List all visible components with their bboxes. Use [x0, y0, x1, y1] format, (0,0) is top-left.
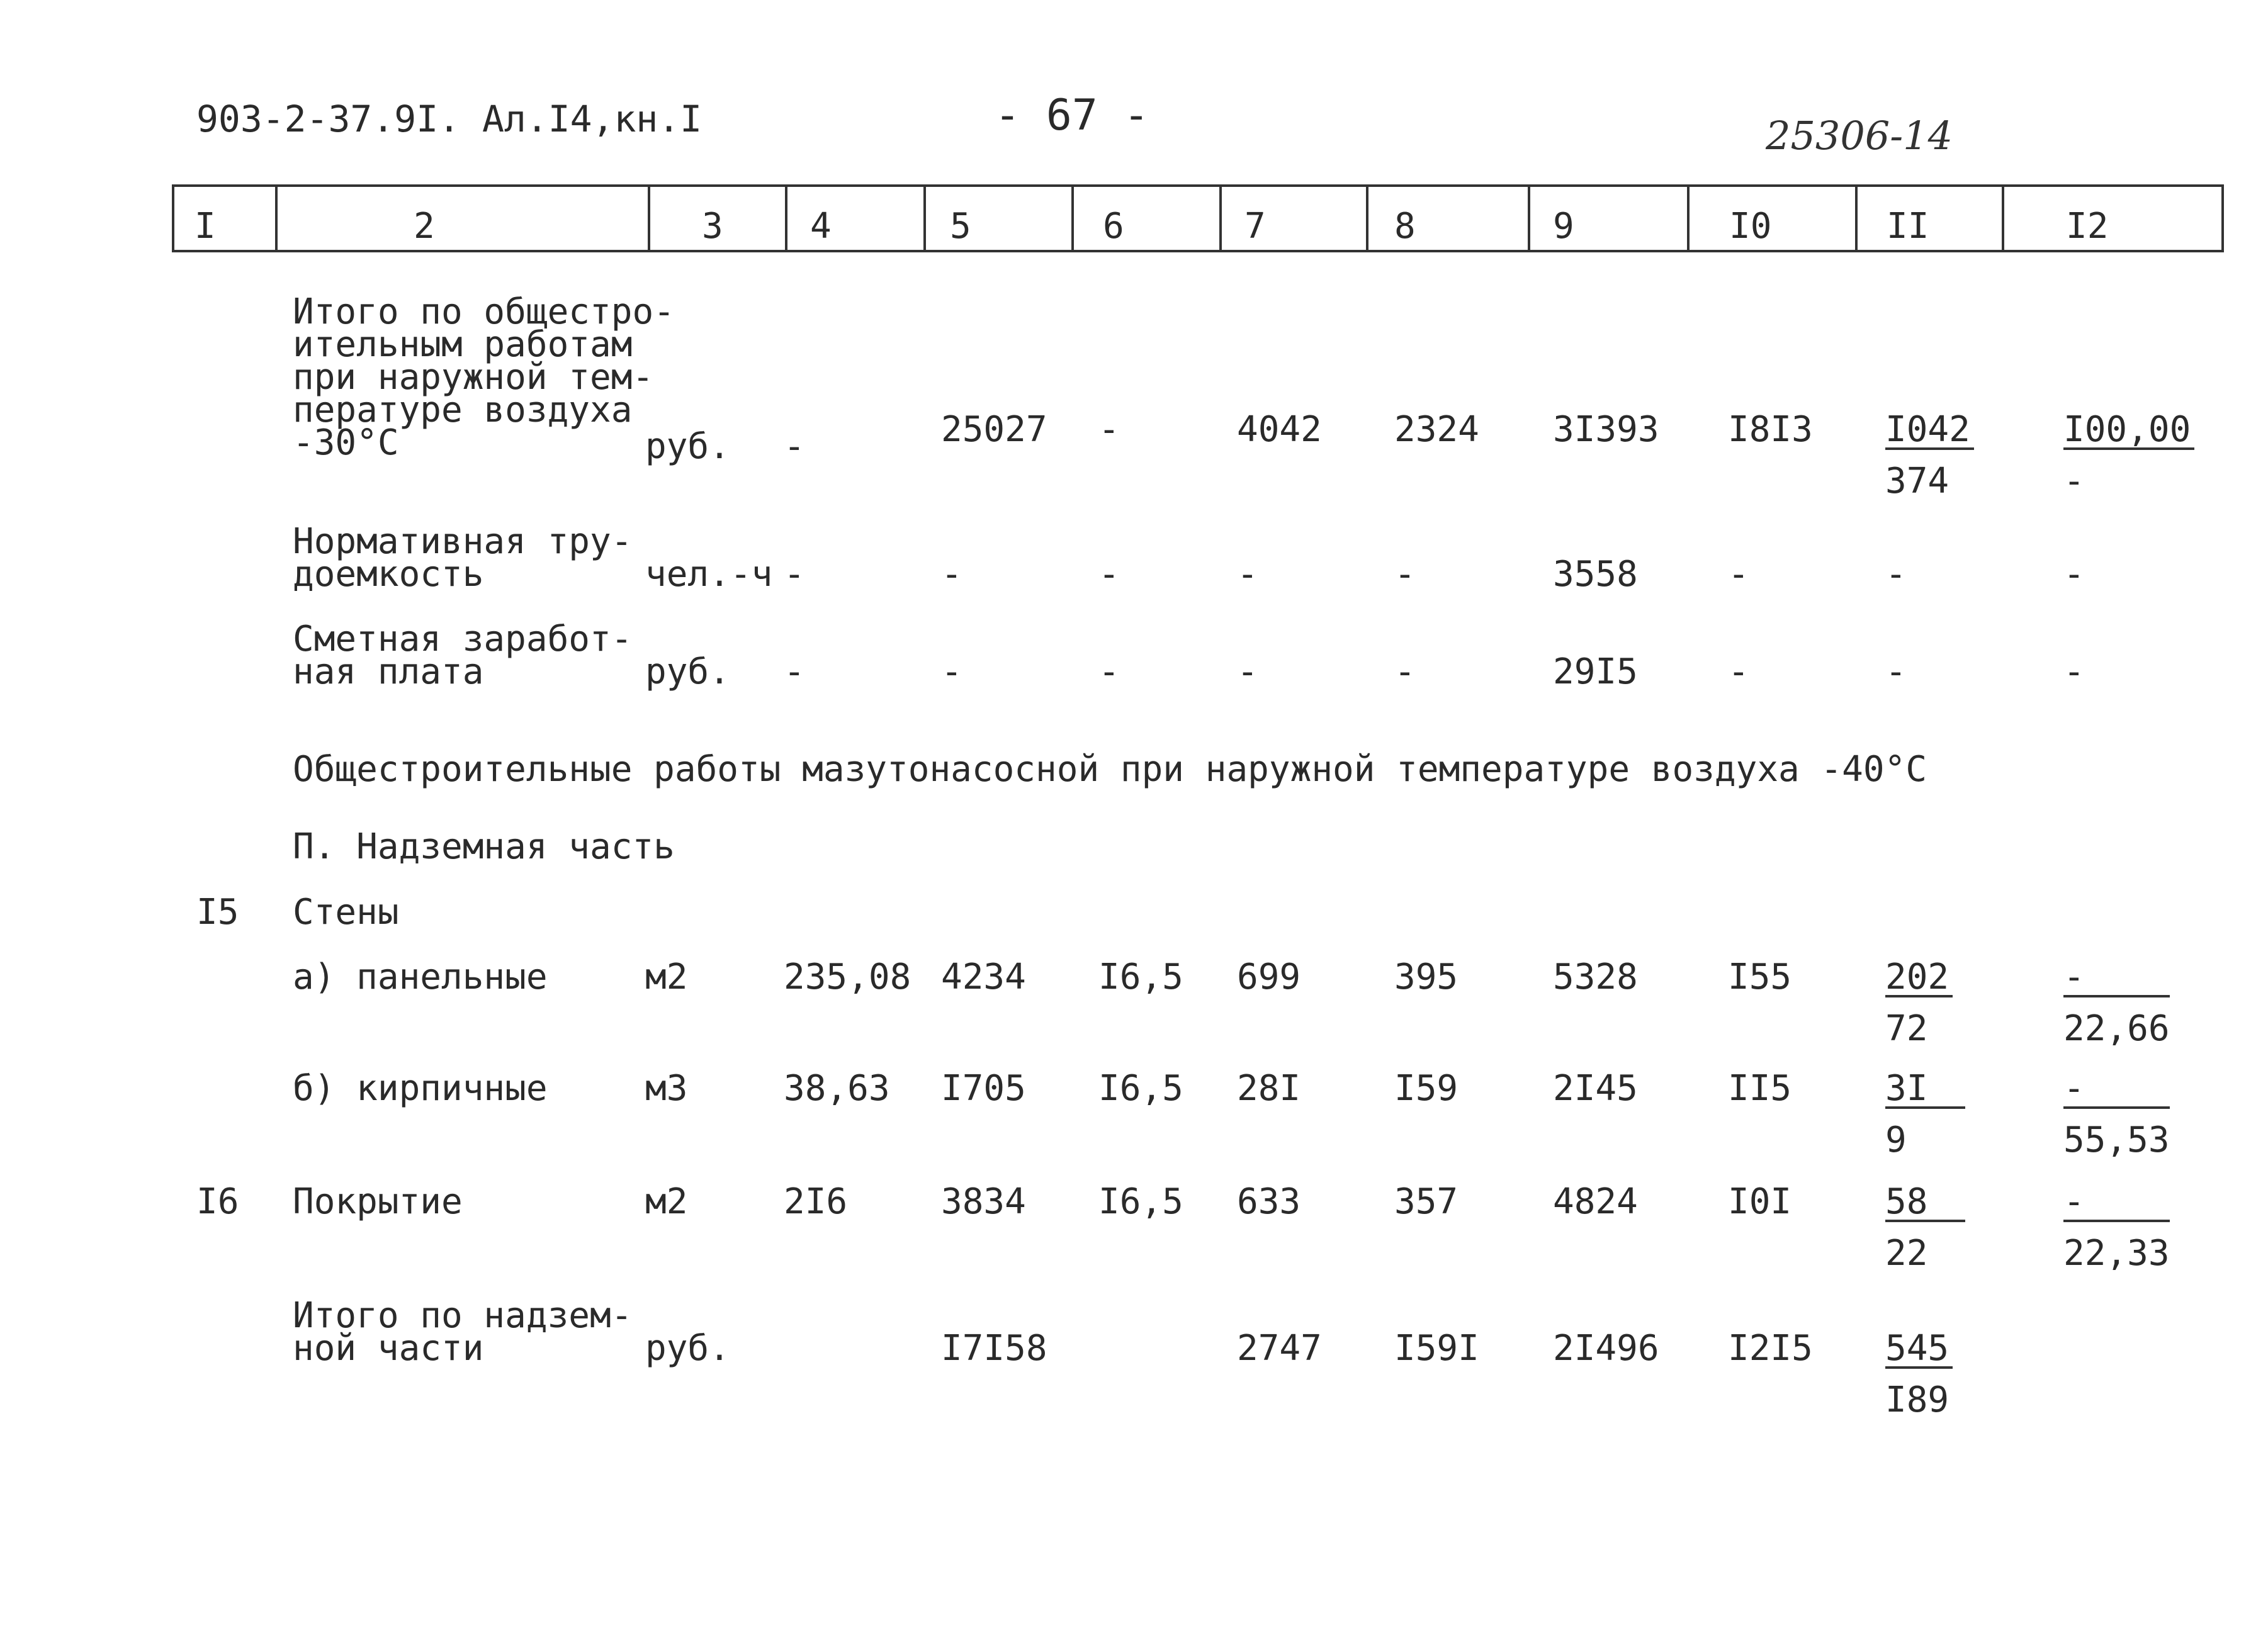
column-number: I — [195, 206, 216, 247]
total-30-col5: 25027 — [941, 409, 1047, 450]
column-header-row — [172, 184, 2224, 252]
wages-col9: 29I5 — [1553, 651, 1638, 692]
wages-col6: - — [1098, 651, 1120, 692]
column-number: 5 — [950, 206, 971, 247]
row-16-col4: 2I6 — [784, 1181, 848, 1222]
row-16-col6: I6,5 — [1098, 1181, 1183, 1222]
row-15a-col6: I6,5 — [1098, 957, 1183, 997]
row-16-number: I6 — [196, 1181, 239, 1222]
column-number: II — [1887, 206, 1929, 247]
column-number: 4 — [810, 206, 832, 247]
total-30-col7: 4042 — [1237, 409, 1322, 450]
page-number: - 67 - — [995, 91, 1149, 140]
total-30-label: Итого по общестро- ительным работам при наружной тем- пературе воздуха -30°С — [293, 291, 675, 463]
section-heading-40: Общестроительные работы мазутонасосной при наружной температуре воздуха -40°С — [293, 749, 1927, 790]
wages-col12: - — [2063, 651, 2085, 692]
labor-col9: 3558 — [1553, 554, 1638, 595]
row-15a-col8: 395 — [1394, 957, 1458, 997]
row-15a-col12: - 22,66 — [2063, 957, 2170, 1049]
labor-col12: - — [2063, 554, 2085, 595]
row-16-col12: - 22,33 — [2063, 1181, 2170, 1274]
labor-col5: - — [941, 554, 962, 595]
wages-col10: - — [1728, 651, 1749, 692]
row-15b-col7: 28I — [1237, 1068, 1301, 1109]
total-above-col8: I59I — [1394, 1328, 1479, 1369]
row-16-col11: $\frac{58}{22}$ — [1885, 1184, 1965, 1271]
row-16-col10: I0I — [1728, 1181, 1792, 1222]
row-15b-col6: I6,5 — [1098, 1068, 1183, 1109]
labor-unit: чел.-ч — [645, 554, 773, 595]
total-30-col9: 3I393 — [1553, 409, 1659, 450]
row-15a-col7: 699 — [1237, 957, 1301, 997]
row-15a-col11: $\frac{202}{72}$ — [1885, 960, 1953, 1047]
labor-col6: - — [1098, 554, 1120, 595]
total-above-col9: 2I496 — [1553, 1328, 1659, 1369]
total-30-col8: 2324 — [1394, 409, 1479, 450]
total-above-col11: $\frac{545}{I89}$ — [1885, 1331, 1953, 1418]
subheading-above-ground: П. Надземная часть — [293, 826, 675, 867]
row-15-title: Стены — [293, 892, 399, 933]
row-15b-col10: II5 — [1728, 1068, 1792, 1109]
column-divider — [1687, 187, 1690, 250]
row-15a-col4: 235,08 — [784, 957, 911, 997]
total-above-label: Итого по надзем- ной части — [293, 1295, 633, 1369]
row-16-col8: 357 — [1394, 1181, 1458, 1222]
row-15-number: I5 — [196, 892, 239, 933]
row-15a-col10: I55 — [1728, 957, 1792, 997]
row-16-col5: 3834 — [941, 1181, 1026, 1222]
wages-label: Сметная заработ- ная плата — [293, 619, 633, 692]
row-15b-col12: - 55,53 — [2063, 1068, 2170, 1160]
row-15b-col4: 38,63 — [784, 1068, 890, 1109]
labor-col11: - — [1885, 554, 1907, 595]
column-divider — [1071, 187, 1074, 250]
labor-col7: - — [1237, 554, 1258, 595]
row-16-col9: 4824 — [1553, 1181, 1638, 1222]
row-15a-label: а) панельные — [293, 957, 548, 997]
wages-col7: - — [1237, 651, 1258, 692]
row-15b-label: б) кирпичные — [293, 1068, 548, 1109]
total-30-col12: I00,00 - — [2063, 412, 2194, 499]
column-number: I2 — [2066, 206, 2109, 247]
row-15a-col9: 5328 — [1553, 957, 1638, 997]
row-16-label: Покрытие — [293, 1181, 463, 1222]
column-number: 3 — [702, 206, 723, 247]
row-16-col7: 633 — [1237, 1181, 1301, 1222]
document-code: 903-2-37.9I. Ал.I4,кн.I — [196, 98, 702, 140]
labor-label: Нормативная тру- доемкость — [293, 521, 633, 595]
column-divider — [1366, 187, 1368, 250]
handwritten-number: 25306-14 — [1766, 113, 1953, 159]
total-above-col5: I7I58 — [941, 1328, 1047, 1369]
row-15a-unit: м2 — [645, 957, 688, 997]
column-divider — [648, 187, 650, 250]
wages-col4: - — [784, 651, 805, 692]
wages-col11: - — [1885, 651, 1907, 692]
labor-col8: - — [1394, 554, 1416, 595]
column-divider — [1528, 187, 1530, 250]
wages-col8: - — [1394, 651, 1416, 692]
row-15b-unit: м3 — [645, 1068, 688, 1109]
column-divider — [923, 187, 926, 250]
column-divider — [1855, 187, 1858, 250]
total-30-col10: I8I3 — [1728, 409, 1813, 450]
wages-unit: руб. — [645, 651, 730, 692]
column-divider — [275, 187, 278, 250]
column-number: 9 — [1553, 206, 1574, 247]
total-30-col4: - — [784, 426, 805, 467]
column-number: 8 — [1394, 206, 1416, 247]
row-15b-col8: I59 — [1394, 1068, 1458, 1109]
column-number: 2 — [414, 206, 435, 247]
total-30-col6: - — [1098, 409, 1120, 450]
column-number: 7 — [1244, 206, 1266, 247]
row-16-unit: м2 — [645, 1181, 688, 1222]
total-30-unit: руб. — [645, 426, 730, 467]
labor-col10: - — [1728, 554, 1749, 595]
total-above-col10: I2I5 — [1728, 1328, 1813, 1369]
labor-col4: - — [784, 554, 805, 595]
total-30-col11: $\frac{I042}{374}$ — [1885, 412, 1974, 499]
row-15b-col11: $\frac{3I}{9}$ — [1885, 1071, 1965, 1158]
row-15b-col9: 2I45 — [1553, 1068, 1638, 1109]
column-number: I0 — [1729, 206, 1772, 247]
total-above-col7: 2747 — [1237, 1328, 1322, 1369]
column-number: 6 — [1103, 206, 1124, 247]
row-15a-col5: 4234 — [941, 957, 1026, 997]
column-divider — [785, 187, 787, 250]
wages-col5: - — [941, 651, 962, 692]
column-divider — [1219, 187, 1222, 250]
row-15b-col5: I705 — [941, 1068, 1026, 1109]
column-divider — [2002, 187, 2004, 250]
total-above-unit: руб. — [645, 1328, 730, 1369]
